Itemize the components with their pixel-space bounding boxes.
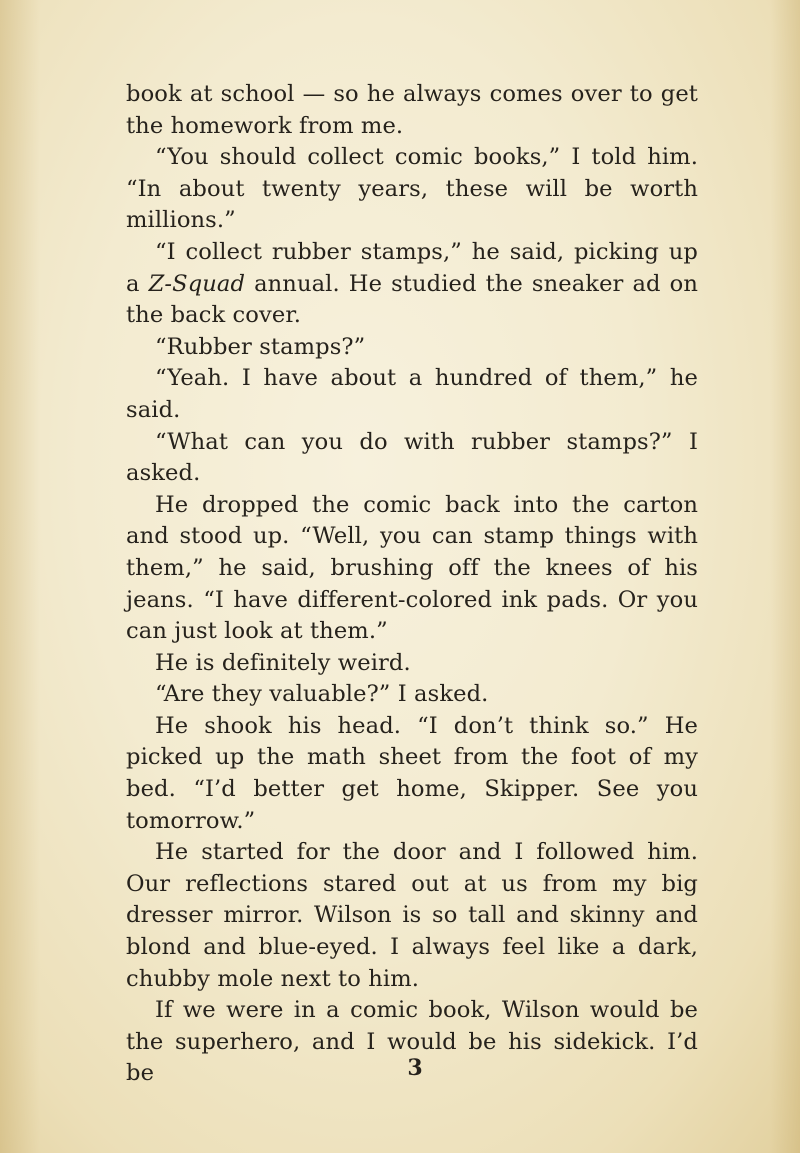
paragraph-5: “Yeah. I have about a hundred of them,” he said. [126,365,698,423]
paragraph-12: If we were in a comic book, Wilson would be the superhero, and I would be his sidekick. I’d be [126,997,698,1087]
paragraph-3 [126,237,698,332]
page-shadow-left [0,0,40,1153]
paragraph-3-start: “I collect rubber stamps,” he said, picking up a [126,238,698,297]
paragraph-9: “Are they valuable?” I asked. [155,681,489,708]
comic-title-emphasis: Z-Squad [148,270,246,297]
paragraph-11: He started for the door and I followed him. Our reflections stared out at us from my big dresser mirror. Wilson is so tall and skinny and blond and blue-eyed. I always feel like a dark, chubby mole next to him. [126,839,698,992]
paragraph-6: “What can you do with rubber stamps?” I asked. [126,428,698,487]
paragraph-2: “You should collect comic books,” I told him. “In about twenty years, these will be worth millions.” [126,144,698,234]
page-shadow-right [770,0,800,1153]
paragraph-7: He dropped the comic back into the carton and stood up. “Well, you can stamp things with them,” he said, brushing off the knees of his jeans. “I have different-colored ink pads. Or you can just look at them.” [126,491,698,645]
paragraph-3-end: annual. He studied the sneaker ad on the back cover. [126,270,698,329]
page-number: 3 [407,1055,423,1081]
paragraph-4: “Rubber stamps?” [155,333,366,360]
paragraph-10: He shook his head. “I don’t think so.” He picked up the math sheet from the foot of my bed. “I’d better get home, Skipper. See you tomorrow.” [126,712,698,834]
body-text [126,79,698,1090]
paragraph-8: He is definitely weird. [155,649,411,676]
paragraph-1: book at school — so he always comes over to get the homework from me. [126,81,698,139]
